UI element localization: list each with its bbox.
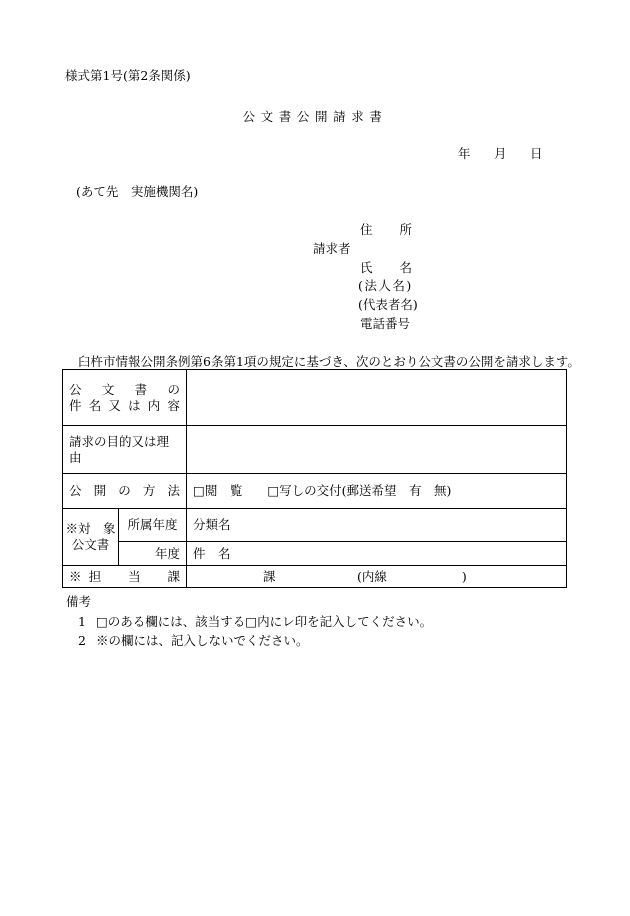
item-cell — [187, 542, 567, 566]
fiscal-year-label: 所属年度 — [127, 517, 178, 533]
note-text: ※の欄には、記入しないでください。 — [96, 633, 309, 648]
category-label: 分類名 — [193, 517, 231, 533]
method-label: 公開の方法 — [69, 483, 181, 499]
purpose-label: 請求の目的又は理由 — [69, 433, 170, 465]
section-label: ※担 当 課 — [69, 568, 181, 584]
date-line — [458, 144, 543, 162]
fiscal-year-label-cell — [119, 509, 187, 542]
section-value-cell — [187, 566, 567, 588]
requester-representative-label: (代表者名) — [358, 297, 418, 312]
target-label-line1: ※対 象 — [65, 521, 116, 537]
note-item — [78, 612, 432, 630]
requester-name-label: 氏 名 — [360, 260, 412, 275]
subject-input-cell[interactable] — [187, 370, 567, 426]
subject-label-cell — [63, 370, 187, 426]
request-form-table — [62, 369, 567, 588]
target-label-cell — [63, 509, 119, 566]
subject-label-line1: 公文書の — [69, 381, 181, 397]
method-label-cell — [63, 474, 187, 509]
subject-label-line2: 件名又は内容 — [69, 397, 181, 413]
date-year-label: 年 — [458, 146, 471, 161]
date-day-label: 日 — [530, 146, 543, 161]
purpose-input-cell[interactable] — [187, 426, 567, 474]
requester-corp-label: (法人名) — [358, 278, 413, 293]
requester-address-label: 住 所 — [360, 222, 412, 237]
requester-phone-label: 電話番号 — [360, 316, 411, 331]
addressee-line: (あて先 実施機関名) — [76, 184, 199, 199]
intro-text: 臼杵市情報公開条例第6条第1項の規定に基づき、次のとおり公文書の公開を請求します。 — [78, 354, 580, 369]
purpose-label-cell — [63, 426, 187, 474]
category-cell — [187, 509, 567, 542]
extension-label: (内線 ) — [357, 568, 467, 584]
requester-label: 請求者 — [313, 241, 351, 256]
page-title: 公文書公開請求書 — [242, 109, 388, 124]
target-label-line2: 公文書 — [71, 537, 110, 552]
method-options-cell[interactable] — [187, 474, 567, 509]
form-number: 様式第1号(第2条関係) — [65, 68, 191, 83]
note-text: □のある欄には、該当する□内にレ印を記入してください。 — [96, 614, 433, 629]
note-number: 1 — [78, 614, 86, 629]
section-value: 課 — [263, 568, 276, 584]
item-label: 件 名 — [193, 545, 231, 561]
section-label-cell — [63, 566, 187, 588]
notes-heading: 備考 — [66, 594, 92, 609]
year-label: 年度 — [155, 545, 181, 561]
year-label-cell — [119, 542, 187, 566]
method-options[interactable]: □閲 覧 □写しの交付(郵送希望 有 無) — [193, 483, 452, 499]
note-number: 2 — [78, 633, 86, 648]
date-month-label: 月 — [494, 146, 507, 161]
note-item — [78, 631, 309, 649]
